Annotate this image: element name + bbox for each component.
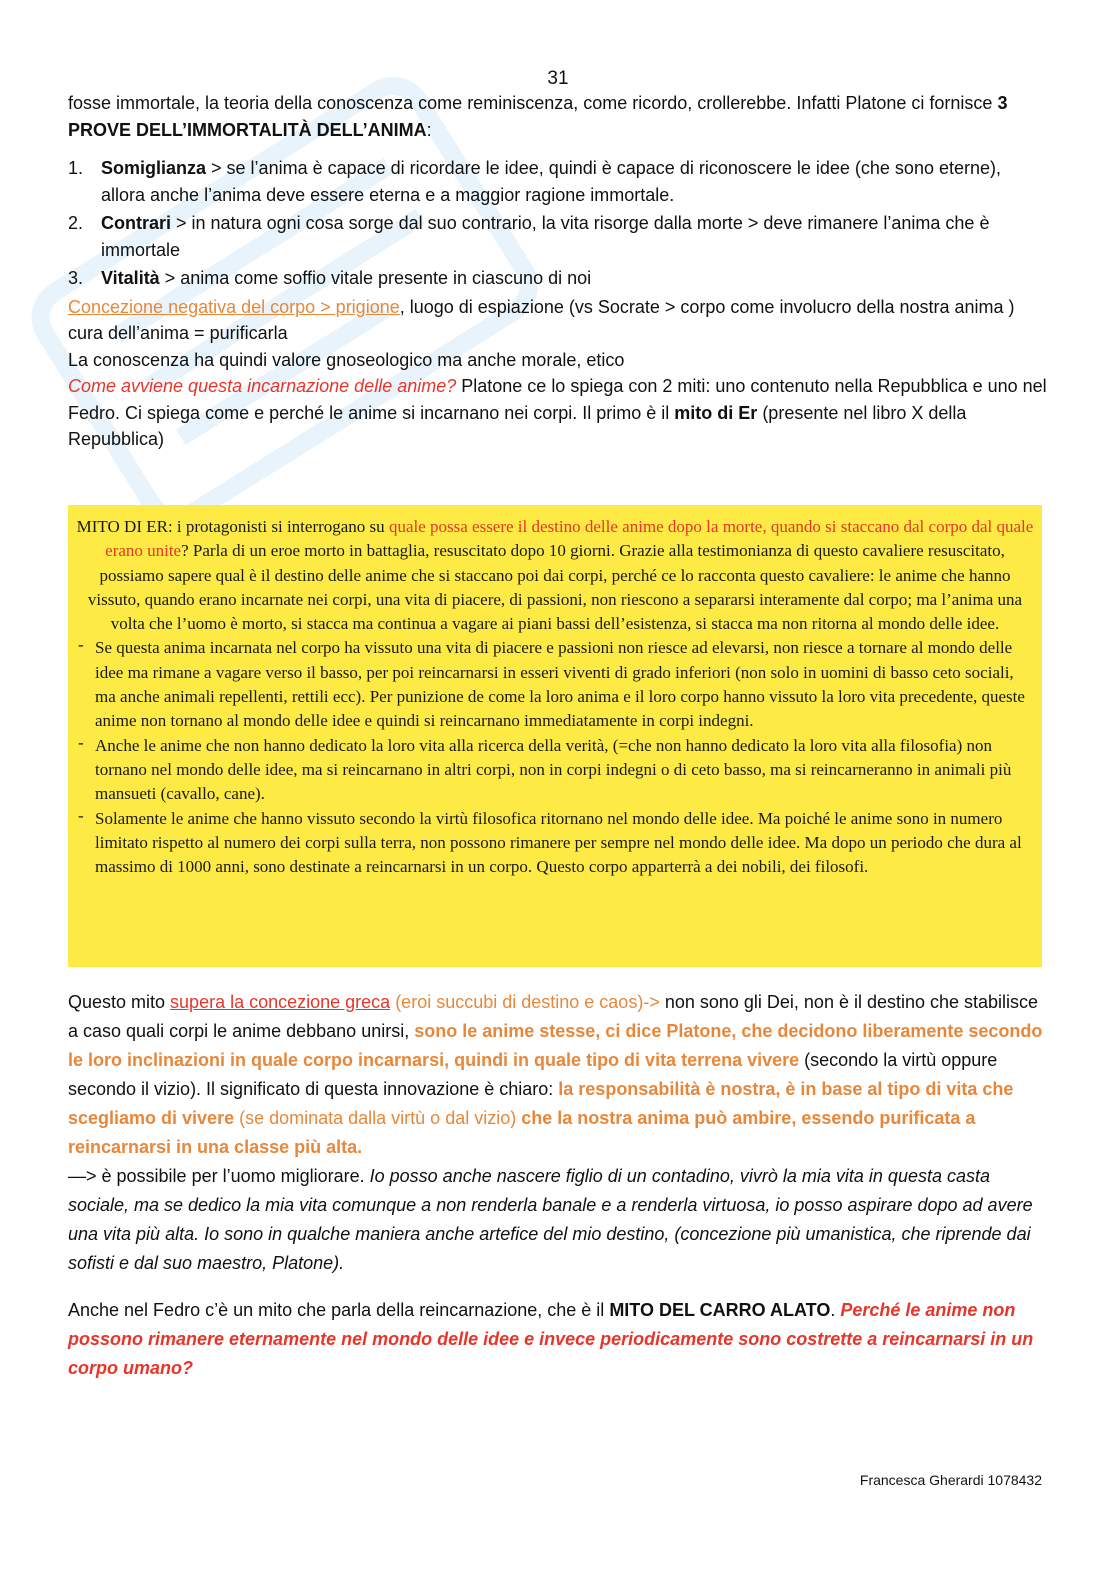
list-item: 3. Vitalità > anima come soffio vitale presente in ciascuno di noi (68, 268, 592, 288)
fedro-text (68, 1296, 1048, 1383)
list-item: - Anche le anime che non hanno dedicato la loro vita alla ricerca della verità, (=che non hanno dedicato la loro vita alla filosofia) non tornano nel mondo delle idee, ma si reincarnano in altri corpi, non in corpi indegni o di ceto basso, ma si reincarneranno in animali più mansueti (cavallo, cane). (78, 732, 1012, 804)
after-box-text (68, 988, 1048, 1278)
incarnazione-paragraph: Come avviene questa incarnazione delle anime? Platone ce lo spiega con 2 miti: uno contenuto nella Repubblica e uno nel Fedro. Ci spiega come e perché le anime si incarnano nei corpi. Il primo è il mito di Er (presente nel libro X della Repubblica) (68, 376, 1047, 449)
footer-author: Francesca Gherardi 1078432 (859, 1472, 1042, 1488)
conoscenza-line: La conoscenza ha quindi valore gnoseologico ma anche morale, etico (68, 349, 625, 370)
fedro-paragraph: Anche nel Fedro c’è un mito che parla della reincarnazione, che è il MITO DEL CARRO ALATO. Perché le anime non possono rimanere eternamente nel mondo delle idee e invece periodicamente sono costrette a reincarnarsi in un corpo umano? (68, 1300, 1034, 1378)
page-number: 31 (547, 68, 569, 89)
box-lead: MITO DI ER: i protagonisti si interrogano su quale possa essere il destino delle anime dopo la morte, quando si staccano dal corpo dal quale erano unite? Parla di un eroe morto in battaglia, resuscitato dopo 10 giorni. Grazie alla testimonianza di questo cavaliere resuscitato, possiamo sapere qual è il destino delle anime che si staccano poi dai corpi, perché ce lo racconta questo cavaliere: le anime che hanno vissuto, quando erano incarnate nei corpi, una vita di piacere, di passioni, non riescono a separarsi interamente dal corpo; ma l’anima una volta che l’uomo è morto, si stacca ma continua a vagare ai piani bassi dell’esistenza, si stacca ma non ritorna al mondo delle idee. (76, 517, 1034, 634)
list-item: 1. Somiglianza > se l’anima è capace di ricordare le idee, quindi è capace di riconoscere le idee (che sono eterne), allora anche l’anima deve essere eterna e a maggior ragione immortale. (68, 158, 1001, 205)
concezione-highlight: Concezione negativa del corpo > prigione (68, 296, 400, 317)
concezione-paragraph: Concezione negativa del corpo > prigione, luogo di espiazione (vs Socrate > corpo come involucro della nostra anima ) (68, 296, 1015, 317)
cura-line: cura dell’anima = purificarla (68, 323, 288, 343)
proofs-list (68, 155, 1048, 292)
list-item: - Se questa anima incarnata nel corpo ha vissuto una vita di piacere e passioni non riesce ad elevarsi, non riesce a tornare al mondo delle idee ma rimane a vagare verso il basso, per poi reincarnarsi in esseri viventi di grado inferiori (non solo in uomini di basso ceto sociali, ma anche animali repellenti, rettili ecc). Per punizione de come la loro anima e il loro corpo hanno vissuto la loro vita precedente, queste anime non tornano al mondo delle idee e quindi si reincarnano immediatamente in corpi indegni. (78, 635, 1025, 731)
list-item: 2. Contrari > in natura ogni cosa sorge dal suo contrario, la vita risorge dalla morte > deve rimanere l’anima che è immortale (68, 213, 990, 260)
mito-paragraph: Questo mito supera la concezione greca (eroi succubi di destino e caos)-> non sono gli Dei, non è il destino che stabilisce a caso quali corpi le anime debbano unirsi, sono le anime stesse, ci dice Platone, che decidono liberamente secondo le loro inclinazioni in quale corpo incarnarsi, quindi in quale tipo di vita terrena vivere (secondo la virtù oppure secondo il vizio). Il significato di questa innovazione è chiaro: la responsabilità è nostra, è in base al tipo di vita che scegliamo di vivere (se dominata dalla virtù o dal vizio) che la nostra anima può ambire, essendo purificata a reincarnarsi in una classe più alta. —> è possibile per l’uomo migliorare. Io posso anche nascere figlio di un contadino, vivrò la mia vita in questa casta sociale, ma se dedico la mia vita comunque a non renderla banale e a renderla virtuosa, io posso aspirare dopo ad avere una vita più alta. Io sono in qualche maniera anche artefice del mio destino, (concezione più umanistica, che riprende dai sofisti e dal suo maestro, Platone). (68, 992, 1043, 1273)
list-item: - Solamente le anime che hanno vissuto secondo la virtù filosofica ritornano nel mondo delle idee. Ma poiché le anime sono in numero limitato rispetto al numero dei corpi sulla terra, non possono rimanere per sempre nel mondo delle idee. Ma dopo un periodo che dura al massimo di 1000 anni, sono destinate a reincarnarsi in un corpo. Questo corpo apparterrà a dei nobili, dei filosofi. (78, 805, 1022, 877)
mito-di-er-box (68, 505, 1042, 967)
box-bullets (76, 636, 1034, 879)
intro-paragraph: fosse immortale, la teoria della conoscenza come reminiscenza, come ricordo, crollerebbe. Infatti Platone ci fornisce 3 PROVE DELL’IMMORTALITÀ DELL’ANIMA: (68, 93, 1008, 140)
main-text (68, 90, 1048, 453)
